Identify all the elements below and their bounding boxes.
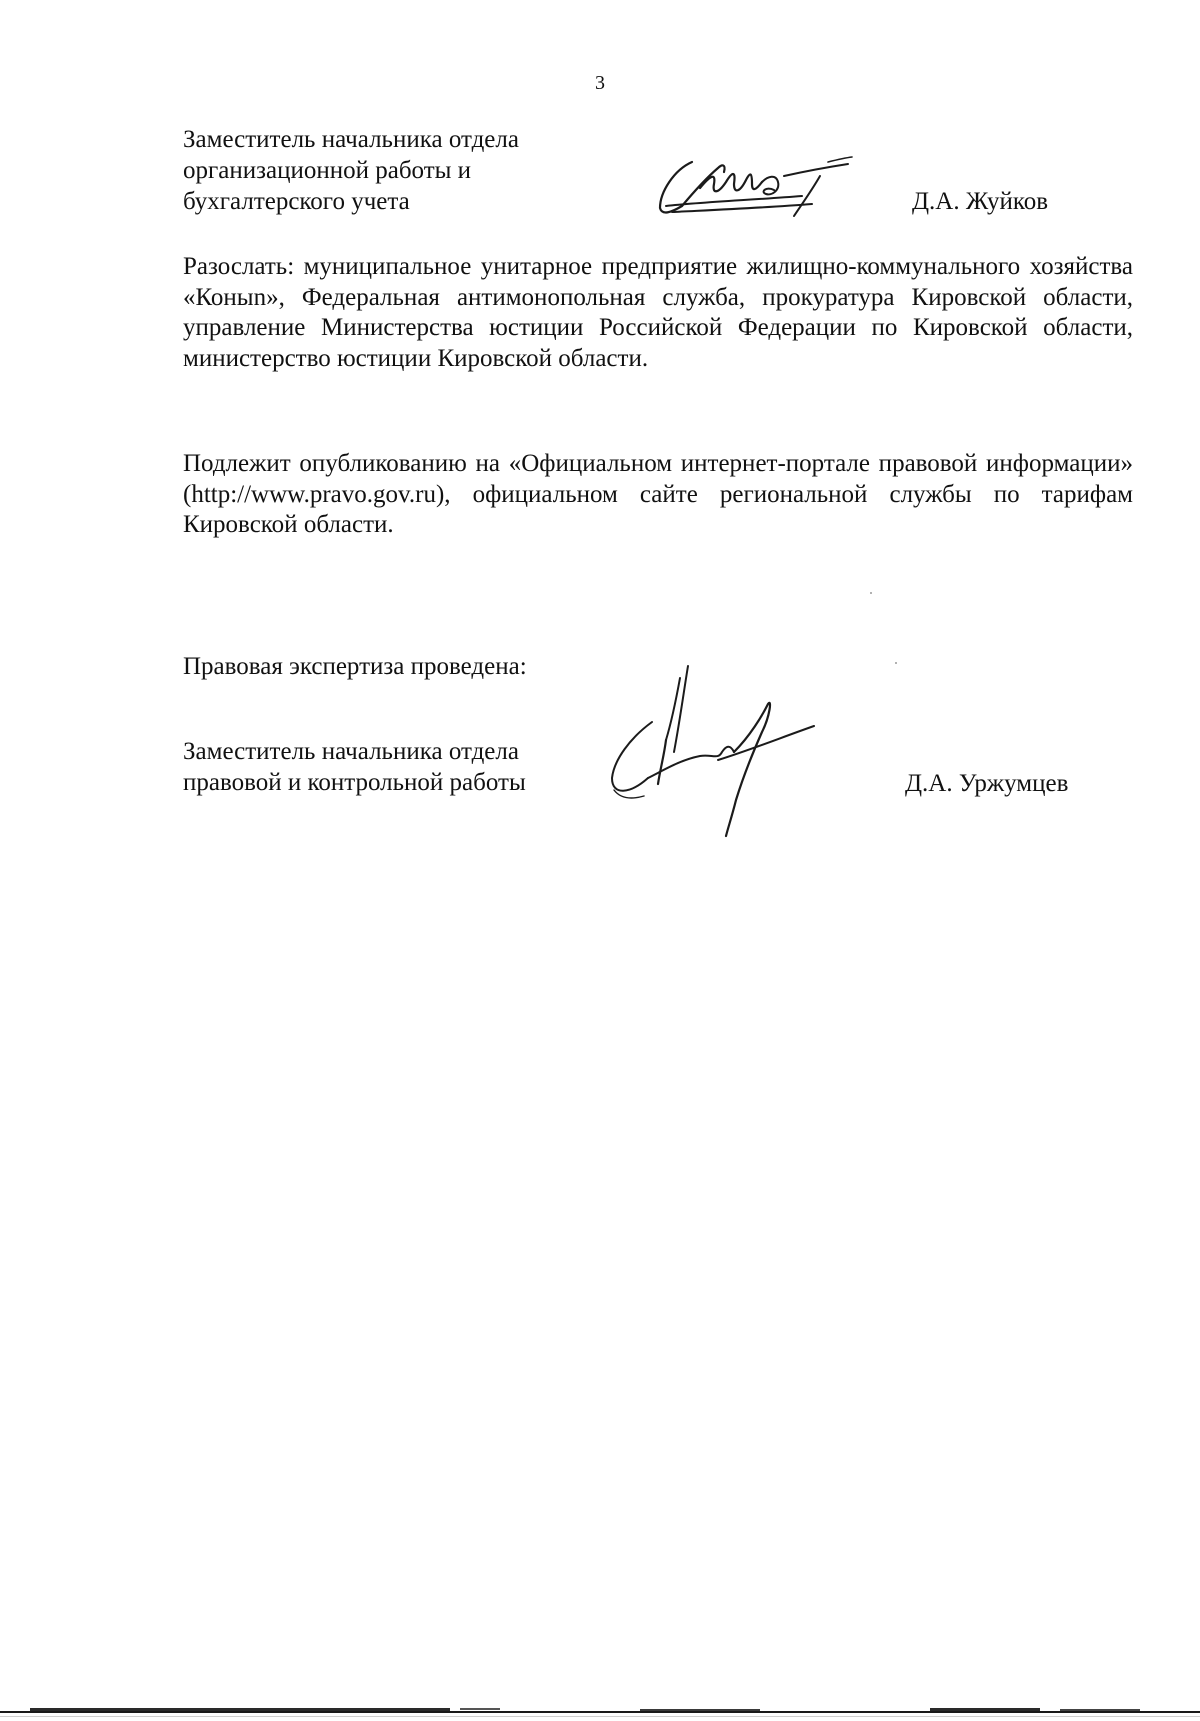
legal-review-position [183,736,526,798]
signatory1-name: Д.А. Жуйков [912,188,1049,215]
scan-edge-artifact [0,1708,1200,1721]
signature-zhuikov [652,150,862,230]
scan-speck [870,592,872,594]
signatory1-position-line: организационной работы и [183,157,472,184]
scan-speck [895,662,897,664]
signatory1-position-line: Заместитель начальника отдела [183,126,519,153]
legal-review-position-line: правовой и контрольной работы [183,769,526,796]
signatory1-position-line: бухгалтерского учета [183,188,410,215]
signatory1-position [183,124,519,217]
legal-review-name: Д.А. Уржумцев [905,770,1069,797]
legal-review-heading: Правовая экспертиза проведена: [183,653,527,680]
page-number: 3 [595,72,605,94]
publication-paragraph: Подлежит опубликованию на «Официальном интернет-портале правовой информации» (http://www.pravo.gov.ru), официальном сайте региональной службы по тарифам Кировской области. [183,450,1133,538]
signature-urzhumtsev [600,660,850,840]
legal-review-position-line: Заместитель начальника отдела [183,738,519,765]
distribution-paragraph: Разослать: муниципальное унитарное предприятие жилищно-коммунального хозяйства «Коныn», Федеральная антимонопольная служба, прокуратура Кировской области, управление Министерства юстиции Российской Федерации по Кировской области, министерство юстиции Кировской области. [183,253,1133,372]
